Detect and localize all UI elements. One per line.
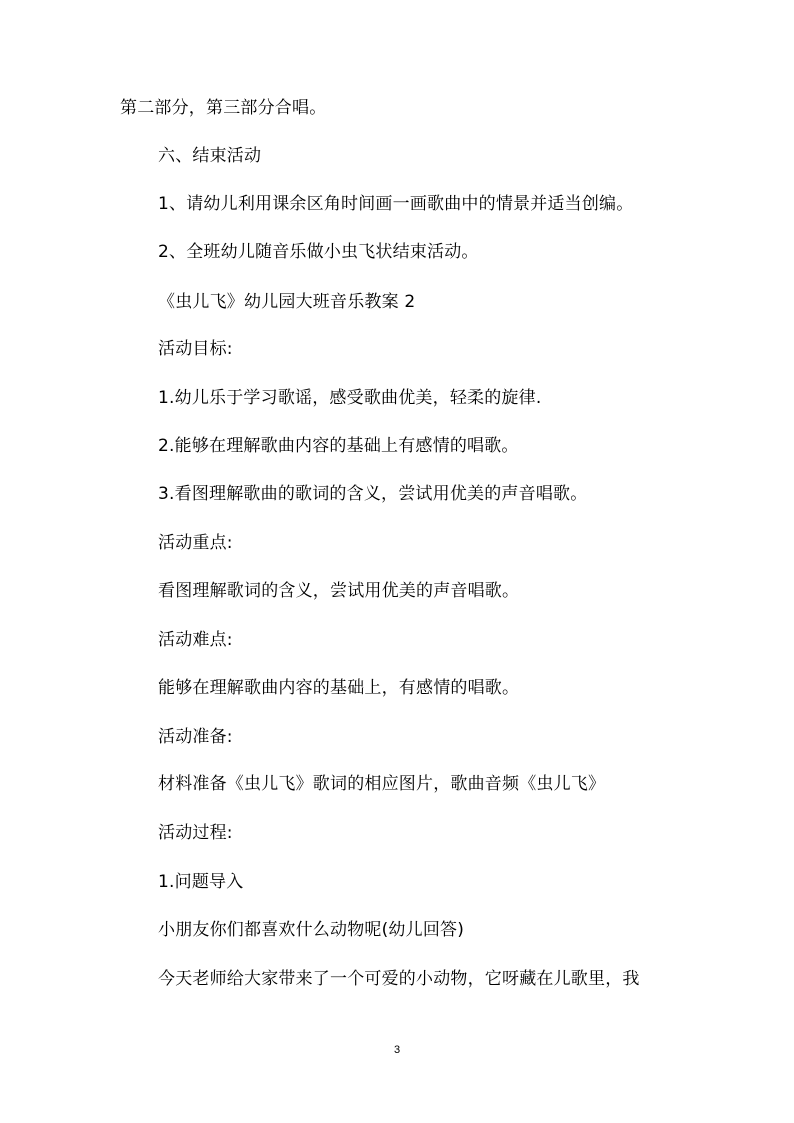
text-line: 2.能够在理解歌曲内容的基础上有感情的唱歌。 [158, 436, 519, 456]
text-line: 1.幼儿乐于学习歌谣，感受歌曲优美，轻柔的旋律. [158, 388, 542, 408]
section-heading: 活动过程: [158, 823, 233, 843]
section-heading: 活动难点: [158, 630, 233, 650]
section-heading: 活动重点: [158, 533, 233, 553]
text-line: 今天老师给大家带来了一个可爱的小动物，它呀藏在儿歌里，我 [158, 969, 640, 989]
text-line: 1.问题导入 [158, 872, 244, 892]
document-title: 《虫儿飞》幼儿园大班音乐教案 2 [158, 292, 416, 312]
text-line: 小朋友你们都喜欢什么动物呢(幼儿回答) [158, 920, 465, 940]
section-heading: 六、结束活动 [158, 146, 262, 166]
text-line: 1、请幼儿利用课余区角时间画一画歌曲中的情景并适当创编。 [158, 194, 634, 214]
section-heading: 活动准备: [158, 727, 233, 747]
text-line: 能够在理解歌曲内容的基础上，有感情的唱歌。 [158, 678, 520, 698]
text-line: 2、全班幼儿随音乐做小虫飞状结束活动。 [158, 242, 479, 262]
text-line: 第二部分，第三部分合唱。 [120, 98, 327, 118]
text-line: 3.看图理解歌曲的歌词的含义，尝试用优美的声音唱歌。 [158, 484, 588, 504]
section-heading: 活动目标: [158, 339, 233, 359]
text-line: 看图理解歌词的含义，尝试用优美的声音唱歌。 [158, 581, 520, 601]
text-line: 材料准备《虫儿飞》歌词的相应图片，歌曲音频《虫儿飞》 [158, 774, 606, 794]
page-number: 3 [393, 1044, 401, 1056]
